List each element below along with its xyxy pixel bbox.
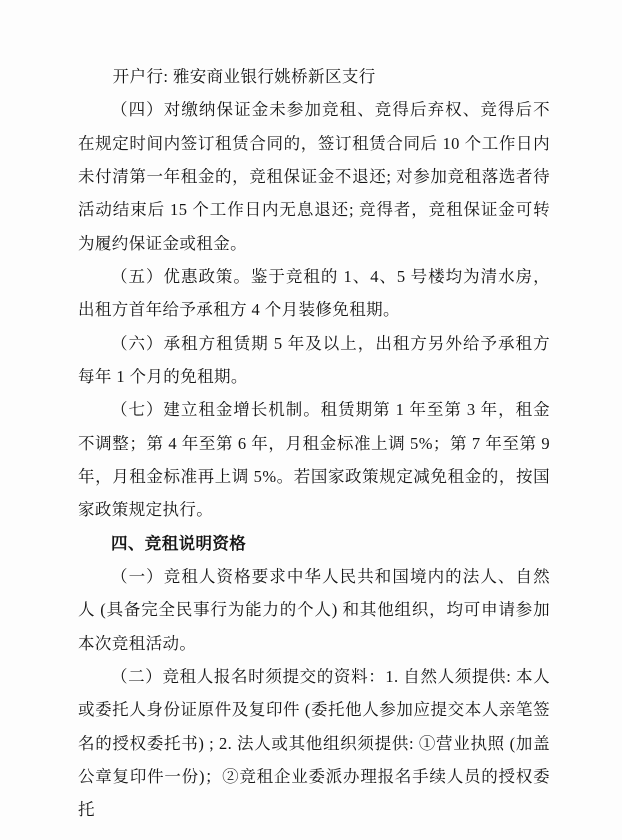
section-heading-competition-qualification: 四、竞租说明资格 [111, 533, 247, 553]
paragraph-qualification-2: （二）竞租人报名时须提交的资料：1. 自然人须提供: 本人或委托人身份证原件及复印件 (委托他人参加应提交本人亲笔签名的授权委托书) ; 2. 法人或其他组织须提供: ①营业执照 (加盖公章复印件一份)；②竞租企业委派办理报名手续人员的授权委托 [78, 666, 550, 820]
paragraph-clause-5: （五）优惠政策。鉴于竞租的 1、4、5 号楼均为清水房，出租方首年给予承租方 4 个月装修免租期。 [78, 266, 550, 320]
paragraph-clause-4: （四）对缴纳保证金未参加竞租、竞得后弃权、竞得后不在规定时间内签订租赁合同的，签订租赁合同后 10 个工作日内未付清第一年租金的，竞租保证金不退还; 对参加竞租落选者待活动结束后 15 个工作日内无息退还; 竞得者，竞租保证金可转为履约保证金或租金。 [78, 100, 550, 253]
paragraph-bank-account-line: 开户行: 雅安商业银行姚桥新区支行 [112, 67, 376, 86]
paragraph-qualification-1: （一）竞租人资格要求中华人民共和国境内的法人、自然人 (具备完全民事行为能力的个人) 和其他组织，均可申请参加本次竞租活动。 [78, 566, 550, 653]
paragraph-clause-6: （六）承租方租赁期 5 年及以上，出租方另外给予承租方每年 1 个月的免租期。 [78, 333, 550, 386]
paragraph-clause-7: （七）建立租金增长机制。租赁期第 1 年至第 3 年，租金不调整；第 4 年至第 6 年，月租金标准上调 5%；第 7 年至第 9 年，月租金标准再上调 5%。若国家政策规定减免租金的，按国家政策规定执行。 [78, 400, 550, 520]
document-body [78, 60, 550, 827]
